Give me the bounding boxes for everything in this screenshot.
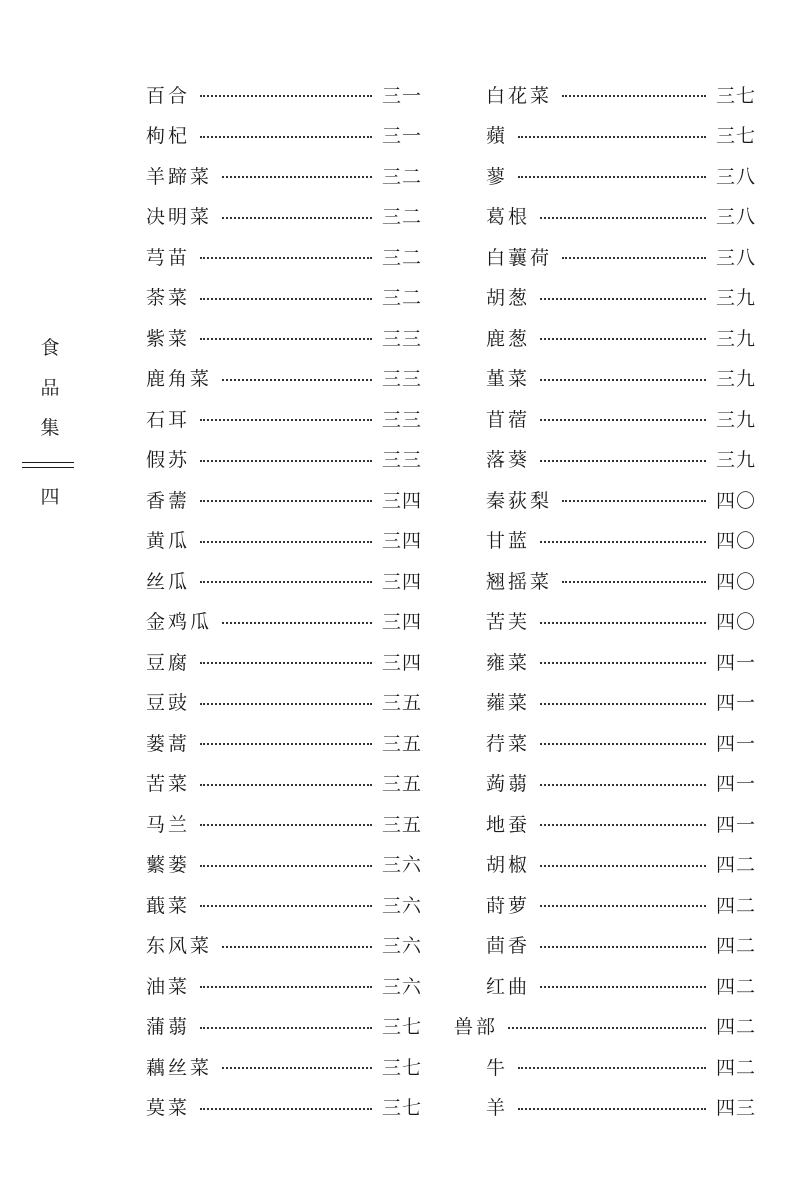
toc-entry-name: 苦菜 bbox=[146, 773, 191, 796]
toc-entry-name: 蕺菜 bbox=[146, 894, 191, 917]
toc-entry-page: 三九 bbox=[715, 408, 756, 431]
dot-leader bbox=[518, 176, 706, 178]
toc-entry bbox=[146, 155, 422, 196]
toc-entry-page: 三二 bbox=[381, 206, 422, 229]
toc-entry-name: 蓼 bbox=[486, 165, 509, 188]
toc-entry-name: 假苏 bbox=[146, 449, 191, 472]
toc-entry bbox=[486, 601, 756, 642]
dot-leader bbox=[540, 865, 706, 867]
toc-entry-page: 四三 bbox=[715, 1097, 756, 1120]
toc-entry-name: 蒲蒻 bbox=[146, 1016, 191, 1039]
dot-leader bbox=[562, 257, 706, 259]
toc-right-column bbox=[454, 74, 756, 1127]
toc-entry bbox=[486, 479, 756, 520]
toc-entry bbox=[146, 439, 422, 480]
toc-entry bbox=[486, 641, 756, 682]
toc-entry-page: 三六 bbox=[381, 975, 422, 998]
dot-leader bbox=[562, 581, 706, 583]
toc-entry-name: 蒟蒻 bbox=[486, 773, 531, 796]
toc-entry-page: 四〇 bbox=[715, 570, 756, 593]
toc-entry-name: 蘋 bbox=[486, 125, 509, 148]
dot-leader bbox=[540, 217, 706, 219]
toc-entry-name: 豆豉 bbox=[146, 692, 191, 715]
margin-title-char: 品 bbox=[40, 377, 60, 399]
toc-entry-page: 三三 bbox=[381, 449, 422, 472]
dot-leader bbox=[200, 460, 372, 462]
toc-entry-name: 莫菜 bbox=[146, 1097, 191, 1120]
dot-leader bbox=[540, 419, 706, 421]
dot-leader bbox=[200, 1108, 372, 1110]
toc-entry-name: 莳萝 bbox=[486, 894, 531, 917]
toc-entry-name: 油菜 bbox=[146, 975, 191, 998]
toc-entry bbox=[486, 722, 756, 763]
margin-page-number: 四 bbox=[40, 486, 60, 508]
toc-entry bbox=[146, 358, 422, 399]
toc-entry-page: 三五 bbox=[381, 732, 422, 755]
toc-entry bbox=[486, 925, 756, 966]
margin-title-char: 集 bbox=[40, 417, 60, 439]
toc-entry bbox=[146, 479, 422, 520]
toc-entry bbox=[146, 925, 422, 966]
toc-entry-page: 三五 bbox=[381, 692, 422, 715]
dot-leader bbox=[540, 703, 706, 705]
toc-entry bbox=[146, 722, 422, 763]
toc-entry-name: 苜蓿 bbox=[486, 408, 531, 431]
toc-entry-name: 荼菜 bbox=[146, 287, 191, 310]
dot-leader bbox=[200, 662, 372, 664]
toc-entry bbox=[146, 965, 422, 1006]
dot-leader bbox=[562, 500, 706, 502]
toc-entry-name: 蘩蒌 bbox=[146, 854, 191, 877]
dot-leader bbox=[562, 95, 706, 97]
dot-leader bbox=[200, 298, 372, 300]
toc-entry bbox=[146, 641, 422, 682]
toc-entry bbox=[486, 844, 756, 885]
toc-entry bbox=[146, 1087, 422, 1128]
dot-leader bbox=[200, 743, 372, 745]
toc-entry bbox=[146, 277, 422, 318]
toc-entry-page: 四一 bbox=[715, 813, 756, 836]
toc-left-column bbox=[146, 74, 422, 1127]
toc-entry-name: 鹿角菜 bbox=[146, 368, 213, 391]
dot-leader bbox=[540, 379, 706, 381]
toc-entry-page: 四一 bbox=[715, 773, 756, 796]
toc-entry bbox=[486, 682, 756, 723]
toc-entry-page: 三七 bbox=[381, 1016, 422, 1039]
toc-entry-name: 地蚕 bbox=[486, 813, 531, 836]
toc-entry-name: 鹿葱 bbox=[486, 327, 531, 350]
toc-entry bbox=[146, 74, 422, 115]
dot-leader bbox=[540, 946, 706, 948]
toc-entry-name: 堇菜 bbox=[486, 368, 531, 391]
dot-leader bbox=[200, 905, 372, 907]
toc-entry-page: 四一 bbox=[715, 692, 756, 715]
toc-entry-page: 三六 bbox=[381, 854, 422, 877]
toc-entry bbox=[146, 115, 422, 156]
toc-entry-page: 三七 bbox=[715, 84, 756, 107]
toc-entry bbox=[486, 439, 756, 480]
dot-leader bbox=[200, 136, 372, 138]
toc-entry-page: 四二 bbox=[715, 1016, 756, 1039]
toc-entry-page: 三九 bbox=[715, 287, 756, 310]
toc-entry-name: 甘蓝 bbox=[486, 530, 531, 553]
dot-leader bbox=[200, 865, 372, 867]
toc-entry bbox=[486, 398, 756, 439]
toc-entry-page: 三六 bbox=[381, 894, 422, 917]
toc-entry-name: 蕹菜 bbox=[486, 692, 531, 715]
toc-entry-page: 三三 bbox=[381, 368, 422, 391]
toc-entry-name: 石耳 bbox=[146, 408, 191, 431]
toc-entry-name: 紫菜 bbox=[146, 327, 191, 350]
toc-entry-page: 四二 bbox=[715, 975, 756, 998]
toc-entry-page: 四二 bbox=[715, 894, 756, 917]
toc-entry-page: 三五 bbox=[381, 813, 422, 836]
toc-entry bbox=[146, 196, 422, 237]
dot-leader bbox=[540, 541, 706, 543]
toc-entry bbox=[146, 803, 422, 844]
toc-entry bbox=[486, 884, 756, 925]
toc-entry-page: 四一 bbox=[715, 732, 756, 755]
dot-leader bbox=[222, 946, 372, 948]
toc-entry bbox=[146, 560, 422, 601]
toc-entry-name: 枸杞 bbox=[146, 125, 191, 148]
toc-entry bbox=[146, 1006, 422, 1047]
toc-entry-page: 三三 bbox=[381, 408, 422, 431]
dot-leader bbox=[518, 1108, 706, 1110]
toc-entry bbox=[146, 1046, 422, 1087]
toc-entry-name: 白蘘荷 bbox=[486, 246, 553, 269]
dot-leader bbox=[518, 1067, 706, 1069]
margin-rule-top bbox=[22, 462, 74, 463]
toc-entry-page: 三一 bbox=[381, 125, 422, 148]
toc-entry-page: 三四 bbox=[381, 651, 422, 674]
dot-leader bbox=[200, 257, 372, 259]
toc-entry-page: 三二 bbox=[381, 246, 422, 269]
dot-leader bbox=[540, 986, 706, 988]
toc-entry bbox=[486, 763, 756, 804]
dot-leader bbox=[540, 622, 706, 624]
toc-entry-name: 茴香 bbox=[486, 935, 531, 958]
toc-entry-name: 葛根 bbox=[486, 206, 531, 229]
toc-section-heading bbox=[454, 1006, 756, 1047]
toc-entry-name: 胡椒 bbox=[486, 854, 531, 877]
toc-entry-page: 三九 bbox=[715, 327, 756, 350]
toc-entry-page: 三七 bbox=[715, 125, 756, 148]
toc-entry-name: 雍菜 bbox=[486, 651, 531, 674]
dot-leader bbox=[222, 622, 372, 624]
toc-entry bbox=[486, 965, 756, 1006]
toc-entry bbox=[146, 844, 422, 885]
dot-leader bbox=[540, 460, 706, 462]
margin-book-title bbox=[38, 328, 62, 448]
dot-leader bbox=[222, 217, 372, 219]
toc-entry bbox=[486, 358, 756, 399]
toc-entry bbox=[146, 236, 422, 277]
toc-entry-name: 秦荻梨 bbox=[486, 489, 553, 512]
toc-entry-name: 东风菜 bbox=[146, 935, 213, 958]
toc-entry-page: 三六 bbox=[381, 935, 422, 958]
dot-leader bbox=[222, 379, 372, 381]
dot-leader bbox=[200, 419, 372, 421]
toc-entry-name: 决明菜 bbox=[146, 206, 213, 229]
toc-entry bbox=[486, 155, 756, 196]
toc-entry-name: 黄瓜 bbox=[146, 530, 191, 553]
toc-entry-name: 羊蹄菜 bbox=[146, 165, 213, 188]
toc-entry bbox=[486, 236, 756, 277]
toc-entry-page: 三二 bbox=[381, 165, 422, 188]
dot-leader bbox=[200, 703, 372, 705]
dot-leader bbox=[200, 824, 372, 826]
dot-leader bbox=[540, 784, 706, 786]
dot-leader bbox=[200, 784, 372, 786]
toc-entry bbox=[486, 196, 756, 237]
toc-entry-name: 丝瓜 bbox=[146, 570, 191, 593]
toc-entry bbox=[486, 317, 756, 358]
toc-entry-name: 红曲 bbox=[486, 975, 531, 998]
toc-entry-page: 三二 bbox=[381, 287, 422, 310]
dot-leader bbox=[540, 824, 706, 826]
toc-entry bbox=[486, 560, 756, 601]
toc-entry-name: 胡葱 bbox=[486, 287, 531, 310]
toc-entry bbox=[146, 601, 422, 642]
toc-entry-name: 蒌蒿 bbox=[146, 732, 191, 755]
toc-entry-page: 四〇 bbox=[715, 530, 756, 553]
dot-leader bbox=[222, 1067, 372, 1069]
toc-entry bbox=[146, 317, 422, 358]
toc-entry-page: 三八 bbox=[715, 246, 756, 269]
toc-entry-name: 马兰 bbox=[146, 813, 191, 836]
dot-leader bbox=[200, 338, 372, 340]
toc-entry-page: 三四 bbox=[381, 570, 422, 593]
toc-entry-page: 三四 bbox=[381, 489, 422, 512]
toc-entry bbox=[146, 884, 422, 925]
toc-entry bbox=[486, 1087, 756, 1128]
dot-leader bbox=[508, 1027, 706, 1029]
dot-leader bbox=[540, 905, 706, 907]
toc-entry-page: 四二 bbox=[715, 854, 756, 877]
toc-entry-name: 百合 bbox=[146, 84, 191, 107]
toc-entry-page: 三七 bbox=[381, 1056, 422, 1079]
toc-entry bbox=[486, 277, 756, 318]
toc-entry-page: 四〇 bbox=[715, 611, 756, 634]
toc-entry-name: 落葵 bbox=[486, 449, 531, 472]
toc-entry-page: 三九 bbox=[715, 449, 756, 472]
dot-leader bbox=[200, 500, 372, 502]
dot-leader bbox=[222, 176, 372, 178]
toc-entry-name: 兽部 bbox=[454, 1016, 499, 1039]
toc-entry-name: 藕丝菜 bbox=[146, 1056, 213, 1079]
toc-entry-page: 四二 bbox=[715, 935, 756, 958]
toc-entry-name: 荇菜 bbox=[486, 732, 531, 755]
toc-entry-page: 三一 bbox=[381, 84, 422, 107]
toc-entry-name: 豆腐 bbox=[146, 651, 191, 674]
toc-entry-page: 三五 bbox=[381, 773, 422, 796]
dot-leader bbox=[200, 95, 372, 97]
margin-title-char: 食 bbox=[40, 337, 60, 359]
toc-entry bbox=[486, 1046, 756, 1087]
toc-entry-page: 三七 bbox=[381, 1097, 422, 1120]
toc-entry bbox=[486, 520, 756, 561]
toc-entry-page: 四一 bbox=[715, 651, 756, 674]
toc-entry-name: 羊 bbox=[486, 1097, 509, 1120]
toc-entry-page: 三八 bbox=[715, 206, 756, 229]
toc-entry-name: 苦芙 bbox=[486, 611, 531, 634]
toc-entry bbox=[486, 115, 756, 156]
toc-entry-page: 三九 bbox=[715, 368, 756, 391]
dot-leader bbox=[540, 662, 706, 664]
toc-entry-name: 翘摇菜 bbox=[486, 570, 553, 593]
toc-entry-page: 三八 bbox=[715, 165, 756, 188]
toc-entry-page: 四〇 bbox=[715, 489, 756, 512]
dot-leader bbox=[540, 298, 706, 300]
dot-leader bbox=[200, 1027, 372, 1029]
toc-entry-name: 芎苗 bbox=[146, 246, 191, 269]
toc-entry-page: 三三 bbox=[381, 327, 422, 350]
dot-leader bbox=[540, 743, 706, 745]
dot-leader bbox=[200, 541, 372, 543]
toc-entry bbox=[486, 803, 756, 844]
toc-entry-name: 香薷 bbox=[146, 489, 191, 512]
toc-entry-page: 三四 bbox=[381, 530, 422, 553]
toc-entry bbox=[486, 74, 756, 115]
toc-entry-page: 四二 bbox=[715, 1056, 756, 1079]
toc-entry bbox=[146, 763, 422, 804]
toc-entry-name: 金鸡瓜 bbox=[146, 611, 213, 634]
toc-entry-page: 三四 bbox=[381, 611, 422, 634]
toc-entry bbox=[146, 682, 422, 723]
toc-entry-name: 牛 bbox=[486, 1056, 509, 1079]
toc-entry bbox=[146, 520, 422, 561]
dot-leader bbox=[200, 986, 372, 988]
dot-leader bbox=[200, 581, 372, 583]
dot-leader bbox=[518, 136, 706, 138]
toc-entry bbox=[146, 398, 422, 439]
dot-leader bbox=[540, 338, 706, 340]
margin-rule-bottom bbox=[22, 467, 74, 468]
toc-entry-name: 白花菜 bbox=[486, 84, 553, 107]
